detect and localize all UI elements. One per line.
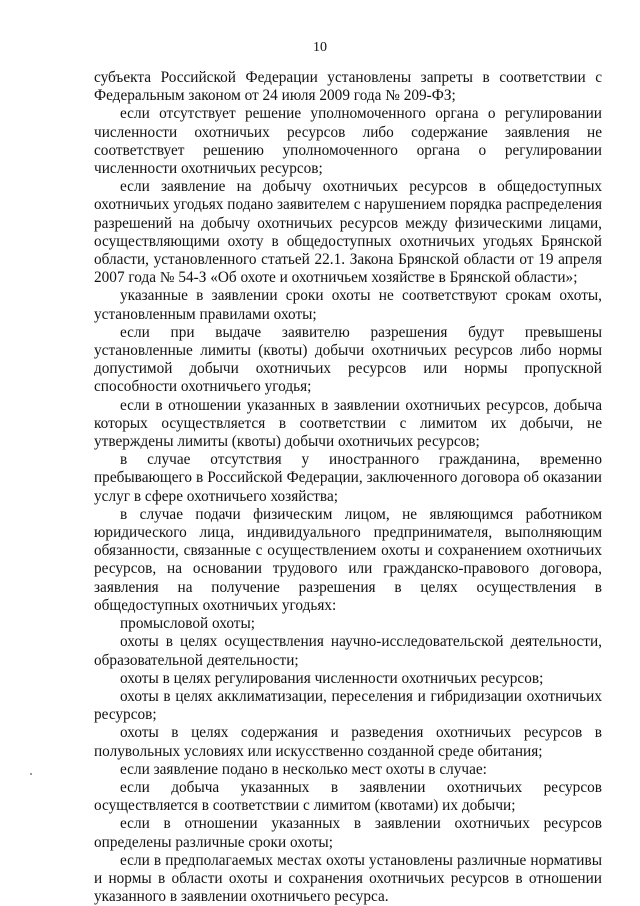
- paragraph-10: охоты в целях осуществления научно-исследовательской деятельности, образовательной деятельности;: [94, 633, 602, 669]
- paragraph-7: в случае отсутствия у иностранного гражданина, временно пребывающего в Российской Федерации, заключенного договора об оказании услуг в сфере охотничьего хозяйства;: [94, 451, 602, 505]
- paragraph-1: субъекта Российской Федерации установлены запреты в соответствии с Федеральным законом от 24 июля 2009 года № 209-ФЗ;: [94, 69, 602, 105]
- paragraph-16: если в отношении указанных в заявлении охотничьих ресурсов определены различные сроки охоты;: [94, 815, 602, 851]
- paragraph-6: если в отношении указанных в заявлении охотничьих ресурсов, добыча которых осуществляется в соответствии с лимитом их добычи, не утверждены лимиты (квоты) добычи охотничьих ресурсов;: [94, 396, 602, 451]
- paragraph-13: охоты в целях содержания и разведения охотничьих ресурсов в полувольных условиях или искусственно созданной среде обитания;: [94, 724, 602, 760]
- paragraph-12: охоты в целях акклиматизации, переселения и гибридизации охотничьих ресурсов;: [94, 687, 602, 724]
- scan-speck: [30, 773, 32, 775]
- paragraph-11: охоты в целях регулирования численности охотничьих ресурсов;: [120, 669, 544, 687]
- paragraph-8: в случае подачи физическим лицом, не являющимся работником юридического лица, индивидуального предпринимателя, выполняющим обязанности, связанные с осуществлением охоты и сохранением охотничьих ресурсов, на основании трудового или гражданско-правового договора, заявления на получение разрешения в целях осуществления в общедоступных охотничьих угодьях:: [94, 505, 602, 614]
- paragraph-14: если заявление подано в несколько мест охоты в случае:: [120, 760, 487, 778]
- document-body: [94, 69, 602, 906]
- page-number: 10: [313, 40, 327, 55]
- paragraph-2: если отсутствует решение уполномоченного органа о регулировании численности охотничьих ресурсов либо содержание заявления не соответствует решению уполномоченного органа о регулировании численности охотничьих ресурсов;: [94, 105, 602, 178]
- paragraph-9: промысловой охоты;: [120, 615, 255, 633]
- paragraph-5: если при выдаче заявителю разрешения будут превышены установленные лимиты (квоты) добычи охотничьих ресурсов либо нормы допустимой добычи охотничьих ресурсов или нормы пропускной способности охотничьего угодья;: [94, 323, 602, 396]
- paragraph-17: если в предполагаемых местах охоты установлены различные нормативы и нормы в области охоты и сохранения охотничьих ресурсов в отношении указанного в заявлении охотничьего ресурса.: [94, 851, 602, 906]
- paragraph-4: указанные в заявлении сроки охоты не соответствуют срокам охоты, установленным правилами охоты;: [94, 287, 602, 323]
- paragraph-15: если добыча указанных в заявлении охотничьих ресурсов осуществляется в соответствии с лимитом (квотами) их добычи;: [94, 778, 602, 815]
- paragraph-3: если заявление на добычу охотничьих ресурсов в общедоступных охотничьих угодьях подано заявителем с нарушением порядка распределения разрешений на добычу охотничьих ресурсов между физическими лицами, осуществляющими охоту в общедоступных охотничьих угодьях Брянской области, установленного статьей 22.1. Закона Брянской области от 19 апреля 2007 года № 54-З «Об охоте и охотничьем хозяйстве в Брянской области»;: [94, 178, 602, 287]
